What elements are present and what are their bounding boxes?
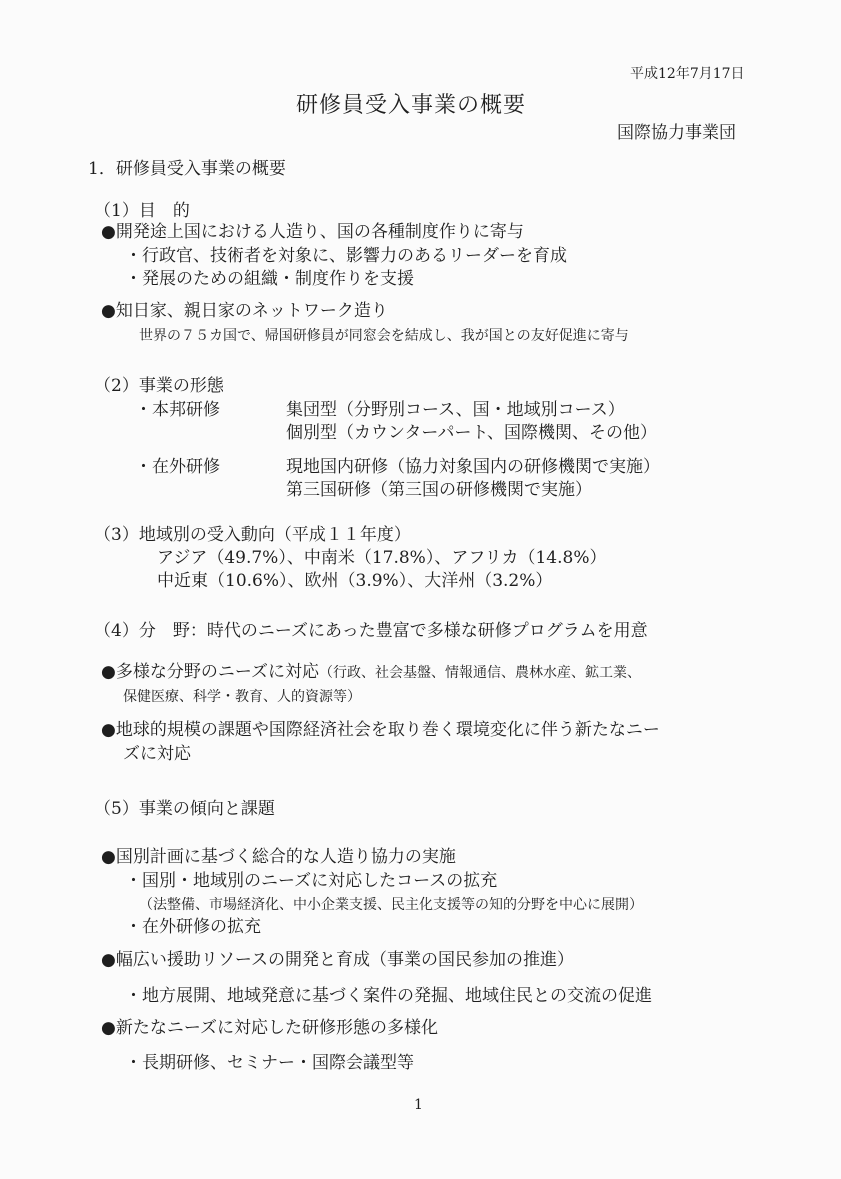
field-bullet-2-cont: ズに対応: [123, 744, 191, 764]
trend-sub-2: ・在外研修の拡充: [125, 917, 261, 937]
section-1-heading: 1．研修員受入事業の概要: [88, 159, 286, 179]
organization-name: 国際協力事業団: [617, 123, 736, 143]
trend-sub-1: ・国別・地域別のニーズに対応したコースの拡充: [125, 871, 498, 891]
overseas-training-label: ・在外研修: [135, 457, 220, 477]
field-heading: （4）分 野：時代のニーズにあった豊富で多様な研修プログラムを用意: [94, 621, 648, 641]
trend-bullet-1: ●国別計画に基づく総合的な人造り協力の実施: [101, 847, 456, 867]
trend-bullet-2: ●幅広い援助リソースの開発と育成（事業の国民参加の推進）: [101, 950, 574, 970]
field-bullet-1-label: ●多様な分野のニーズに対応: [101, 662, 319, 682]
region-line-2: 中近東（10.6%）、欧州（3.9%）、大洋州（3.2%）: [157, 571, 553, 591]
document-title: 研修員受入事業の概要: [296, 93, 527, 118]
field-bullet-2: ●地球的規模の課題や国際経済社会を取り巻く環境変化に伴う新たなニー: [101, 720, 660, 740]
form-heading: （2）事業の形態: [94, 376, 224, 396]
purpose-sub-1: ・行政官、技術者を対象に、影響力のあるリーダーを育成: [125, 246, 567, 266]
purpose-note: 世界の７５カ国で、帰国研修員が同窓会を結成し、我が国との友好促進に寄与: [139, 328, 629, 344]
field-bullet-1-detail: （行政、社会基盤、情報通信、農林水産、鉱工業、: [318, 665, 641, 681]
overseas-training-local: 現地国内研修（協力対象国内の研修機関で実施）: [286, 457, 660, 477]
region-line-1: アジア（49.7%）、中南米（17.8%）、アフリカ（14.8%）: [157, 548, 607, 568]
trend-heading: （5）事業の傾向と課題: [94, 799, 275, 819]
domestic-training-group: 集団型（分野別コース、国・地域別コース）: [286, 400, 625, 420]
document-date: 平成12年7月17日: [630, 66, 745, 82]
domestic-training-individual: 個別型（カウンターパート、国際機関、その他）: [286, 423, 657, 443]
trend-bullet-2-sub: ・地方展開、地域発意に基づく案件の発掘、地域住民との交流の促進: [125, 986, 652, 1006]
trend-sub-1-note: （法整備、市場経済化、中小企業支援、民主化支援等の知的分野を中心に展開）: [139, 897, 643, 913]
page-number: 1: [414, 1097, 423, 1113]
purpose-bullet-2: ●知日家、親日家のネットワーク造り: [101, 301, 388, 321]
domestic-training-label: ・本邦研修: [135, 400, 220, 420]
trend-bullet-3-sub: ・長期研修、セミナー・国際会議型等: [125, 1053, 414, 1073]
overseas-training-third-country: 第三国研修（第三国の研修機関で実施）: [286, 480, 592, 500]
purpose-heading: （1）目 的: [94, 201, 190, 221]
region-heading: （3）地域別の受入動向（平成１１年度）: [94, 525, 411, 545]
field-bullet-1-detail-2: 保健医療、科学・教育、人的資源等）: [123, 689, 361, 705]
field-bullet-1: [101, 662, 641, 682]
purpose-sub-2: ・発展のための組織・制度作りを支援: [125, 269, 414, 289]
purpose-bullet-1: ●開発途上国における人造り、国の各種制度作りに寄与: [101, 222, 524, 242]
trend-bullet-3: ●新たなニーズに対応した研修形態の多様化: [101, 1018, 438, 1038]
